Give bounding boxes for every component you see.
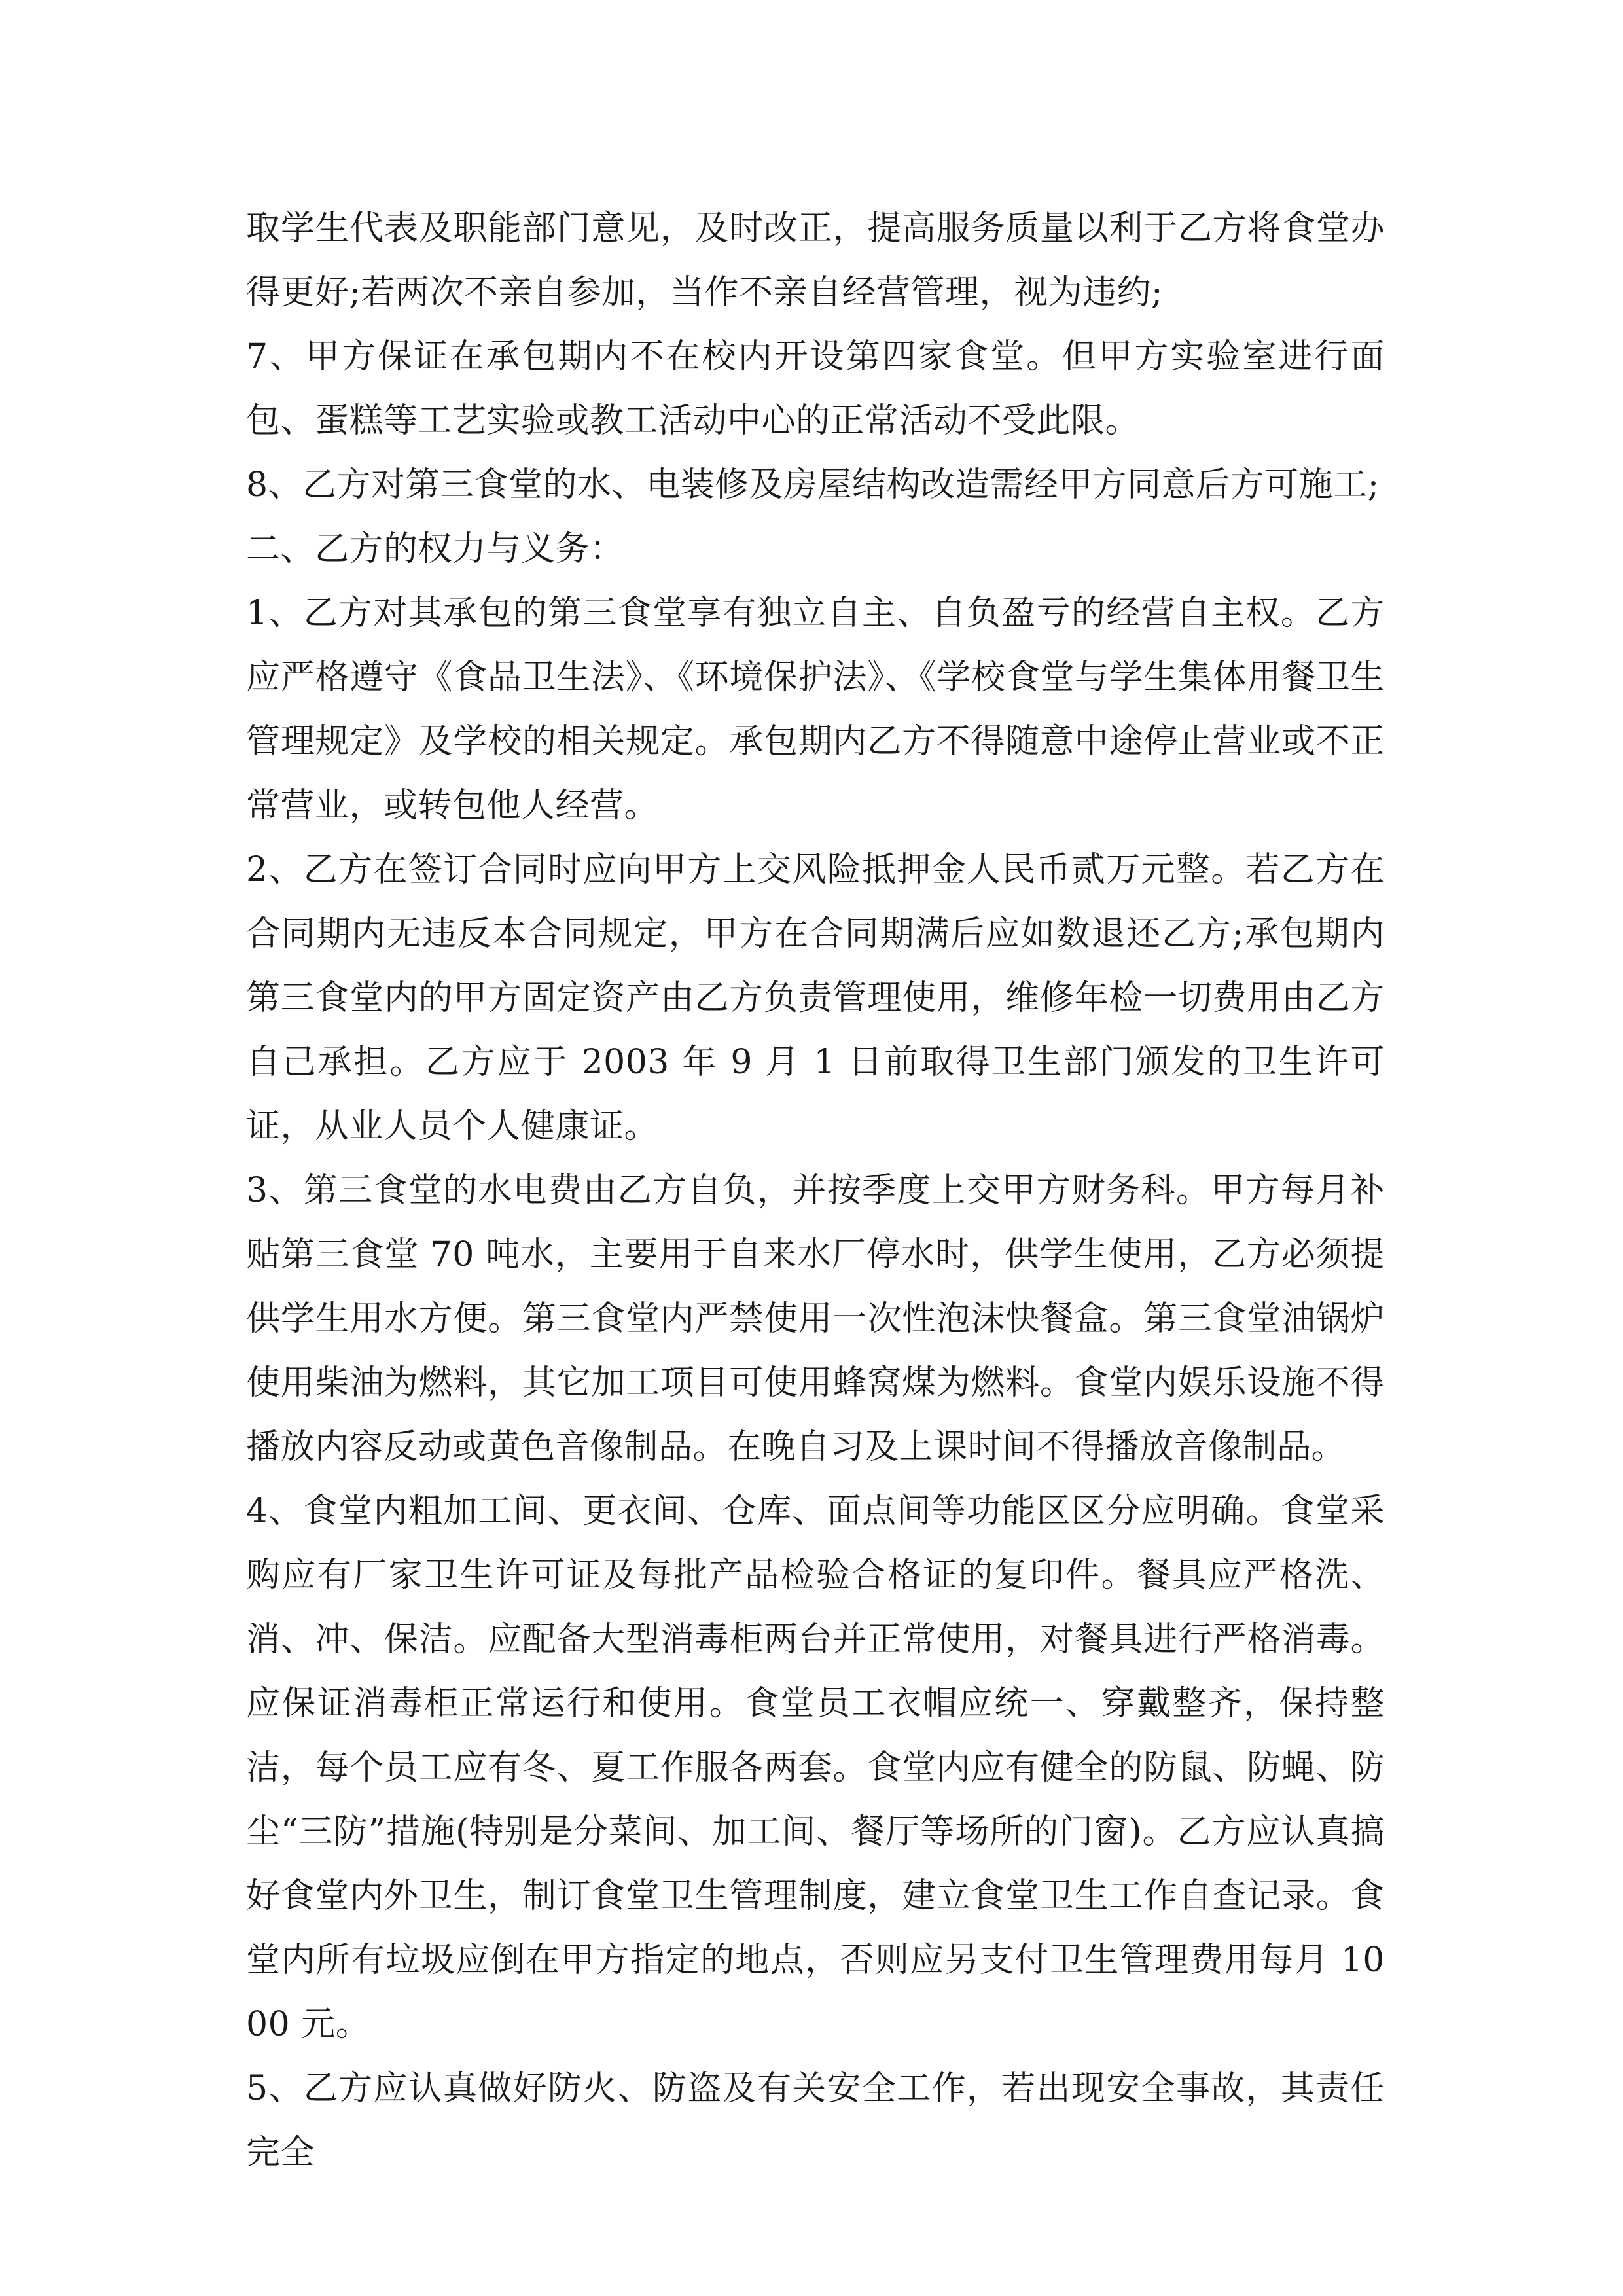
clause-7: 7、甲方保证在承包期内不在校内开设第四家食堂。但甲方实验室进行面包、蛋糕等工艺实验或教工活动中心的正常活动不受此限。 <box>246 337 1385 440</box>
section2-clause-4: 4、食堂内粗加工间、更衣间、仓库、面点间等功能区区分应明确。食堂采购应有厂家卫生许可证及每批产品检验合格证的复印件。餐具应严格洗、消、冲、保洁。应配备大型消毒柜两台并正常使用，对餐具进行严格消毒。应保证消毒柜正常运行和使用。食堂员工衣帽应统一、穿戴整齐，保持整洁，每个员工应有冬、夏工作服各两套。食堂内应有健全的防鼠、防蝇、防尘“三防”措施(特别是分菜间、加工间、餐厅等场所的门窗)。乙方应认真搞好食堂内外卫生，制订食堂卫生管理制度，建立食堂卫生工作自查记录。食堂内所有垃圾应倒在甲方指定的地点，否则应另支付卫生管理费用每月 1000 元。 <box>246 1492 1385 2044</box>
section2-clause-3: 3、第三食堂的水电费由乙方自负，并按季度上交甲方财务科。甲方每月补贴第三食堂 70 吨水，主要用于自来水厂停水时，供学生使用，乙方必须提供学生用水方便。第三食堂内严禁使用一次性泡沫快餐盒。第三食堂油锅炉使用柴油为燃料，其它加工项目可使用蜂窝煤为燃料。食堂内娱乐设施不得播放内容反动或黄色音像制品。在晚自习及上课时间不得播放音像制品。 <box>246 1171 1385 1467</box>
section2-clause-5: 5、乙方应认真做好防火、防盗及有关安全工作，若出现安全事故，其责任完全 <box>246 2069 1385 2172</box>
paragraph-continuation: 取学生代表及职能部门意见，及时改正，提高服务质量以利于乙方将食堂办得更好;若两次不亲自参加，当作不亲自经营管理，视为违约; <box>246 209 1385 312</box>
section-heading-2: 二、乙方的权力与义务： <box>246 529 624 569</box>
clause-8: 8、乙方对第三食堂的水、电装修及房屋结构改造需经甲方同意后方可施工; <box>246 465 1380 505</box>
section2-clause-2: 2、乙方在签订合同时应向甲方上交风险抵押金人民币贰万元整。若乙方在合同期内无违反本合同规定，甲方在合同期满后应如数退还乙方;承包期内第三食堂内的甲方固定资产由乙方负责管理使用，维修年检一切费用由乙方自己承担。乙方应于 2003 年 9 月 1 日前取得卫生部门颁发的卫生许可证，从业人员个人健康证。 <box>246 850 1385 1146</box>
document-body <box>246 196 1385 2185</box>
section2-clause-1: 1、乙方对其承包的第三食堂享有独立自主、自负盈亏的经营自主权。乙方应严格遵守《食品卫生法》、《环境保护法》、《学校食堂与学生集体用餐卫生管理规定》及学校的相关规定。承包期内乙方不得随意中途停止营业或不正常营业，或转包他人经营。 <box>246 594 1385 825</box>
